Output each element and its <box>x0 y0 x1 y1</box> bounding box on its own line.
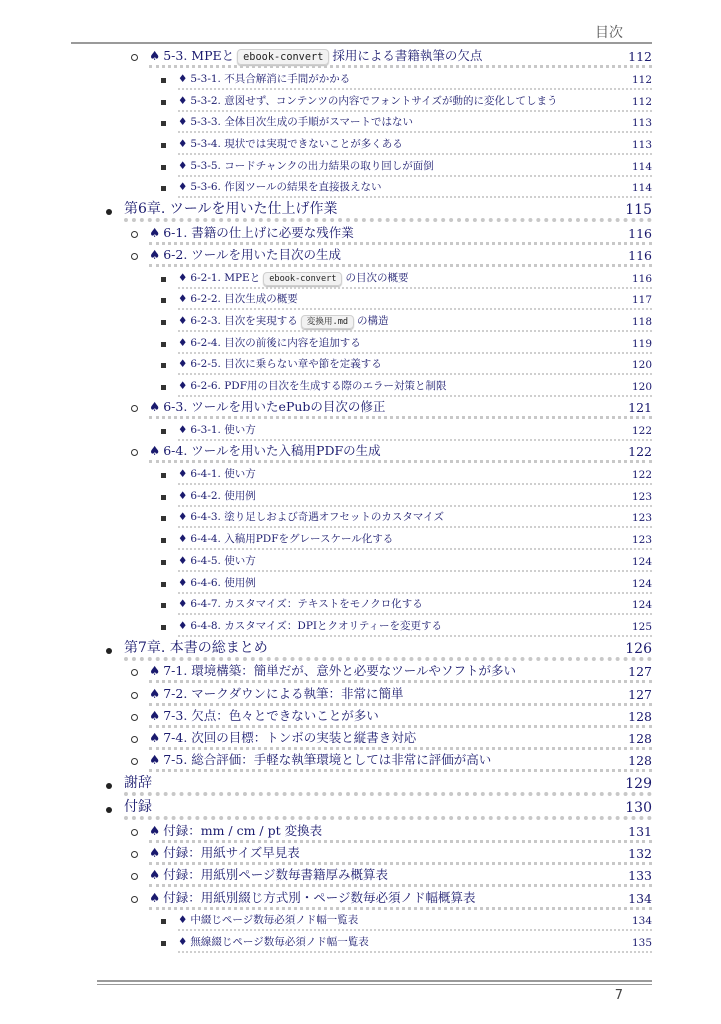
square-bullet-icon <box>161 342 166 347</box>
toc-entry-level-3[interactable] <box>71 463 652 485</box>
toc-entry-text: 6-4-8. カスタマイズ：DPIとクオリティーを変更する <box>190 619 442 632</box>
toc-entry-level-2[interactable] <box>71 887 652 909</box>
toc-page-number: 132 <box>628 846 652 861</box>
toc-entry-text: 5-3. MPEと <box>163 48 235 64</box>
toc-entry-text-suffix: の構造 <box>357 315 389 328</box>
toc-page-number: 121 <box>628 400 652 416</box>
toc-entry-text: 6-4. ツールを用いた入稿用PDFの生成 <box>163 443 381 459</box>
diamond-icon: ♦ <box>178 489 188 502</box>
toc-entry-text: 付録：用紙サイズ早見表 <box>163 845 300 860</box>
toc-entry-text: 5-3-6. 作図ツールの結果を直接扱えない <box>190 181 382 194</box>
toc-entry-level-2[interactable] <box>71 397 652 419</box>
toc-entry-text: 6-2-4. 目次の前後に内容を追加する <box>190 336 361 349</box>
toc-entry-text: 5-3-4. 現状では実現できないことが多くある <box>190 138 403 151</box>
toc-page-number: 124 <box>631 555 652 568</box>
toc-entry-text: 6-3-1. 使い方 <box>190 424 256 437</box>
square-bullet-icon <box>161 385 166 390</box>
circle-bullet-icon <box>131 54 138 61</box>
square-bullet-icon <box>161 582 166 587</box>
spade-icon: ♠ <box>149 707 161 723</box>
toc-entry-level-2[interactable] <box>71 750 652 772</box>
circle-bullet-icon <box>131 896 138 903</box>
header-rule <box>71 42 652 44</box>
circle-bullet-icon <box>131 449 138 456</box>
toc-entry-text: 6-2-3. 目次を実現する <box>190 315 298 328</box>
toc-entry-text: 6-4-5. 使い方 <box>190 554 256 567</box>
toc-entry-text: 6-2-1. MPEと <box>190 271 261 284</box>
table-of-contents <box>71 46 652 953</box>
circle-bullet-icon <box>131 758 138 765</box>
toc-entry-level-3[interactable] <box>71 133 652 155</box>
diamond-icon: ♦ <box>178 358 188 371</box>
circle-bullet-icon <box>131 829 138 836</box>
diamond-icon: ♦ <box>178 914 188 927</box>
toc-page-number: 122 <box>628 444 652 460</box>
square-bullet-icon <box>161 165 166 170</box>
diamond-icon: ♦ <box>178 533 188 546</box>
toc-entry-text: 中綴じページ数毎必須ノド幅一覧表 <box>190 914 359 927</box>
toc-entry-text: 7-4. 次回の目標：トンボの実装と縦書き対応 <box>163 730 417 746</box>
toc-entry-text: 5-3-5. コードチャンクの出力結果の取り回しが面倒 <box>190 159 434 172</box>
toc-entry-level-3[interactable] <box>71 112 652 134</box>
square-bullet-icon <box>161 473 166 478</box>
square-bullet-icon <box>161 143 166 148</box>
spade-icon: ♠ <box>149 889 161 905</box>
toc-entry-level-2[interactable] <box>71 683 652 705</box>
spade-icon: ♠ <box>149 663 161 679</box>
toc-page-number: 124 <box>631 599 652 612</box>
toc-page-number: 116 <box>628 225 652 241</box>
toc-page-number: 133 <box>628 868 652 884</box>
toc-page-number: 130 <box>625 800 652 817</box>
diamond-icon: ♦ <box>178 598 188 611</box>
spade-icon: ♠ <box>149 845 161 860</box>
diamond-icon: ♦ <box>178 380 188 393</box>
toc-page-number: 129 <box>625 776 652 793</box>
toc-entry-text: 6-2-5. 目次に乗らない章や節を定義する <box>190 358 382 371</box>
disc-bullet-icon <box>106 209 112 215</box>
toc-entry-level-2[interactable] <box>71 46 652 68</box>
diamond-icon: ♦ <box>178 293 188 306</box>
toc-entry-level-2[interactable] <box>71 728 652 750</box>
toc-entry-level-2[interactable] <box>71 222 652 244</box>
diamond-icon: ♦ <box>178 935 188 948</box>
running-header-title: 目次 <box>595 25 623 41</box>
inline-code: 変換用.md <box>301 315 354 329</box>
toc-page-number: 135 <box>631 936 652 949</box>
toc-entry-text: 付録 <box>124 799 152 816</box>
square-bullet-icon <box>161 941 166 946</box>
diamond-icon: ♦ <box>178 72 188 85</box>
toc-entry-level-3[interactable] <box>71 177 652 199</box>
toc-entry-level-3[interactable] <box>71 289 652 311</box>
toc-page-number: 112 <box>631 95 652 108</box>
toc-page-number: 113 <box>631 139 652 152</box>
spade-icon: ♠ <box>149 48 161 64</box>
toc-page-number: 119 <box>631 337 652 350</box>
toc-entry-level-1[interactable] <box>71 637 652 661</box>
diamond-icon: ♦ <box>178 554 188 567</box>
toc-page-number: 123 <box>631 534 652 547</box>
square-bullet-icon <box>161 603 166 608</box>
toc-entry-text: 7-5. 総合評価：手軽な執筆環境としては非常に評価が高い <box>163 752 492 768</box>
toc-page-number: 128 <box>628 708 652 724</box>
toc-entry-text: 7-2. マークダウンによる執筆：非常に簡単 <box>163 685 404 701</box>
toc-entry-level-3[interactable] <box>71 155 652 177</box>
circle-bullet-icon <box>131 669 138 676</box>
toc-entry-level-3[interactable] <box>71 310 652 332</box>
toc-entry-text-suffix: の目次の概要 <box>345 271 409 284</box>
spade-icon: ♠ <box>149 399 161 415</box>
footer-rule <box>97 980 652 982</box>
diamond-icon: ♦ <box>178 116 188 129</box>
square-bullet-icon <box>161 277 166 282</box>
toc-page-number: 114 <box>631 182 652 195</box>
toc-entry-level-3[interactable] <box>71 354 652 376</box>
toc-page-number: 113 <box>631 117 652 130</box>
diamond-icon: ♦ <box>178 511 188 524</box>
diamond-icon: ♦ <box>178 94 188 107</box>
toc-entry-text: 5-3-3. 全体目次生成の手順がスマートではない <box>190 116 414 129</box>
diamond-icon: ♦ <box>178 138 188 151</box>
circle-bullet-icon <box>131 692 138 699</box>
spade-icon: ♠ <box>149 867 161 883</box>
spade-icon: ♠ <box>149 224 161 240</box>
disc-bullet-icon <box>106 807 112 813</box>
toc-entry-level-3[interactable] <box>71 332 652 354</box>
footer-page-number: 7 <box>614 988 623 1003</box>
spade-icon: ♠ <box>149 443 161 459</box>
toc-entry-level-3[interactable] <box>71 68 652 90</box>
circle-bullet-icon <box>131 873 138 880</box>
square-bullet-icon <box>161 919 166 924</box>
circle-bullet-icon <box>131 231 138 238</box>
toc-entry-level-3[interactable] <box>71 375 652 397</box>
toc-entry-level-3[interactable] <box>71 507 652 529</box>
spade-icon: ♠ <box>149 822 161 838</box>
disc-bullet-icon <box>106 648 112 654</box>
square-bullet-icon <box>161 186 166 191</box>
toc-page-number: 125 <box>631 620 652 633</box>
diamond-icon: ♦ <box>178 315 188 328</box>
toc-entry-level-1[interactable] <box>71 796 652 820</box>
toc-entry-text: 6-4-2. 使用例 <box>190 489 256 502</box>
toc-entry-level-3[interactable] <box>71 90 652 112</box>
dotted-leader <box>178 951 652 953</box>
toc-page-number: 122 <box>631 425 652 438</box>
toc-entry-text: 6-2-2. 目次生成の概要 <box>190 293 298 306</box>
square-bullet-icon <box>161 538 166 543</box>
toc-entry-text: 6-4-3. 塗り足しおよび奇遇オフセットのカスタマイズ <box>190 511 444 524</box>
toc-entry-text: 無線綴じページ数毎必須ノド幅一覧表 <box>190 935 369 948</box>
toc-page-number: 128 <box>628 731 652 747</box>
toc-page-number: 127 <box>628 686 652 702</box>
toc-entry-level-3[interactable] <box>71 528 652 550</box>
toc-entry-level-2[interactable] <box>71 245 652 267</box>
toc-entry-level-2[interactable] <box>71 843 652 865</box>
spade-icon: ♠ <box>149 685 161 701</box>
toc-entry-text: 6-4-4. 入稿用PDFをグレースケール化する <box>190 533 394 546</box>
diamond-icon: ♦ <box>178 159 188 172</box>
diamond-icon: ♦ <box>178 424 188 437</box>
toc-entry-text: 6-2-6. PDF用の目次を生成する際のエラー対策と制限 <box>190 380 447 393</box>
toc-entry-text: 6-4-1. 使い方 <box>190 468 256 481</box>
square-bullet-icon <box>161 516 166 521</box>
toc-entry-level-2[interactable] <box>71 441 652 463</box>
toc-entry-level-2[interactable] <box>71 820 652 842</box>
toc-entry-text-suffix: 採用による書籍執筆の欠点 <box>332 48 483 64</box>
toc-page-number: 127 <box>628 664 652 680</box>
toc-page-number: 114 <box>631 160 652 173</box>
toc-entry-text: 6-4-6. 使用例 <box>190 576 256 589</box>
toc-entry-level-3[interactable] <box>71 910 652 932</box>
circle-bullet-icon <box>131 714 138 721</box>
toc-entry-text: 5-3-2. 意図せず、コンテンツの内容でフォントサイズが動的に変化してしまう <box>190 94 558 107</box>
square-bullet-icon <box>161 100 166 105</box>
toc-page-number: 123 <box>631 512 652 525</box>
square-bullet-icon <box>161 298 166 303</box>
toc-entry-level-1[interactable] <box>71 198 652 222</box>
toc-entry-level-2[interactable] <box>71 706 652 728</box>
toc-entry-text: 第6章. ツールを用いた仕上げ作業 <box>124 201 338 218</box>
toc-page-number: 134 <box>631 915 652 928</box>
spade-icon: ♠ <box>149 752 161 768</box>
toc-entry-level-3[interactable] <box>71 485 652 507</box>
toc-entry-text: 6-4-7. カスタマイズ：テキストをモノクロ化する <box>190 598 423 611</box>
circle-bullet-icon <box>131 851 138 858</box>
toc-entry-text: 付録：mm / cm / pt 変換表 <box>163 822 323 838</box>
toc-entry-level-3[interactable] <box>71 419 652 441</box>
square-bullet-icon <box>161 121 166 126</box>
toc-entry-level-3[interactable] <box>71 931 652 953</box>
toc-entry-text: 付録：用紙別綴じ方式別・ページ数毎必須ノド幅概算表 <box>163 889 476 905</box>
toc-entry-level-3[interactable] <box>71 550 652 572</box>
toc-entry-level-2[interactable] <box>71 661 652 683</box>
disc-bullet-icon <box>106 783 112 789</box>
toc-entry-text: 7-1. 環境構築：簡単だが、意外と必要なツールやソフトが多い <box>163 663 517 679</box>
square-bullet-icon <box>161 429 166 434</box>
square-bullet-icon <box>161 78 166 83</box>
inline-code: ebook-convert <box>263 272 342 286</box>
toc-entry-text: 6-1. 書籍の仕上げに必要な残作業 <box>163 224 354 240</box>
toc-entry-text: 5-3-1. 不具合解消に手間がかかる <box>190 72 351 85</box>
circle-bullet-icon <box>131 736 138 743</box>
toc-page-number: 117 <box>631 294 652 307</box>
toc-page-number: 122 <box>631 469 652 482</box>
toc-page-number: 134 <box>628 890 652 906</box>
toc-entry-level-1[interactable] <box>71 772 652 796</box>
square-bullet-icon <box>161 363 166 368</box>
toc-page-number: 131 <box>628 823 652 839</box>
toc-page-number: 115 <box>625 202 652 219</box>
toc-page-number: 128 <box>628 753 652 769</box>
diamond-icon: ♦ <box>178 336 188 349</box>
toc-page-number: 116 <box>628 248 652 264</box>
toc-page-number: 120 <box>631 381 652 394</box>
toc-entry-text: 6-3. ツールを用いたePubの目次の修正 <box>163 399 386 415</box>
spade-icon: ♠ <box>149 730 161 746</box>
square-bullet-icon <box>161 560 166 565</box>
toc-entry-text: 謝辞 <box>124 775 152 792</box>
footer-rule-thin <box>97 984 652 985</box>
diamond-icon: ♦ <box>178 468 188 481</box>
toc-entry-level-3[interactable] <box>71 594 652 616</box>
toc-page-number: 116 <box>631 272 652 285</box>
circle-bullet-icon <box>131 405 138 412</box>
diamond-icon: ♦ <box>178 576 188 589</box>
toc-page-number: 124 <box>631 577 652 590</box>
toc-entry-text: 7-3. 欠点：色々とできないことが多い <box>163 707 379 723</box>
toc-entry-text: 付録：用紙別ページ数毎書籍厚み概算表 <box>163 867 388 883</box>
toc-page-number: 112 <box>631 73 652 86</box>
toc-entry-level-3[interactable] <box>71 267 652 289</box>
toc-entry-text: 第7章. 本書の総まとめ <box>124 639 268 656</box>
toc-page-number: 126 <box>625 640 652 657</box>
square-bullet-icon <box>161 625 166 630</box>
diamond-icon: ♦ <box>178 271 188 284</box>
square-bullet-icon <box>161 495 166 500</box>
toc-entry-level-3[interactable] <box>71 572 652 594</box>
circle-bullet-icon <box>131 253 138 260</box>
toc-page-number: 123 <box>631 490 652 503</box>
diamond-icon: ♦ <box>178 181 188 194</box>
spade-icon: ♠ <box>149 247 161 263</box>
toc-entry-text: 6-2. ツールを用いた目次の生成 <box>163 247 342 263</box>
toc-page-number: 118 <box>631 316 652 329</box>
inline-code: ebook-convert <box>237 49 329 65</box>
diamond-icon: ♦ <box>178 619 188 632</box>
square-bullet-icon <box>161 320 166 325</box>
toc-page-number: 112 <box>628 49 652 65</box>
toc-entry-level-3[interactable] <box>71 615 652 637</box>
toc-entry-level-2[interactable] <box>71 865 652 887</box>
toc-page-number: 120 <box>631 359 652 372</box>
